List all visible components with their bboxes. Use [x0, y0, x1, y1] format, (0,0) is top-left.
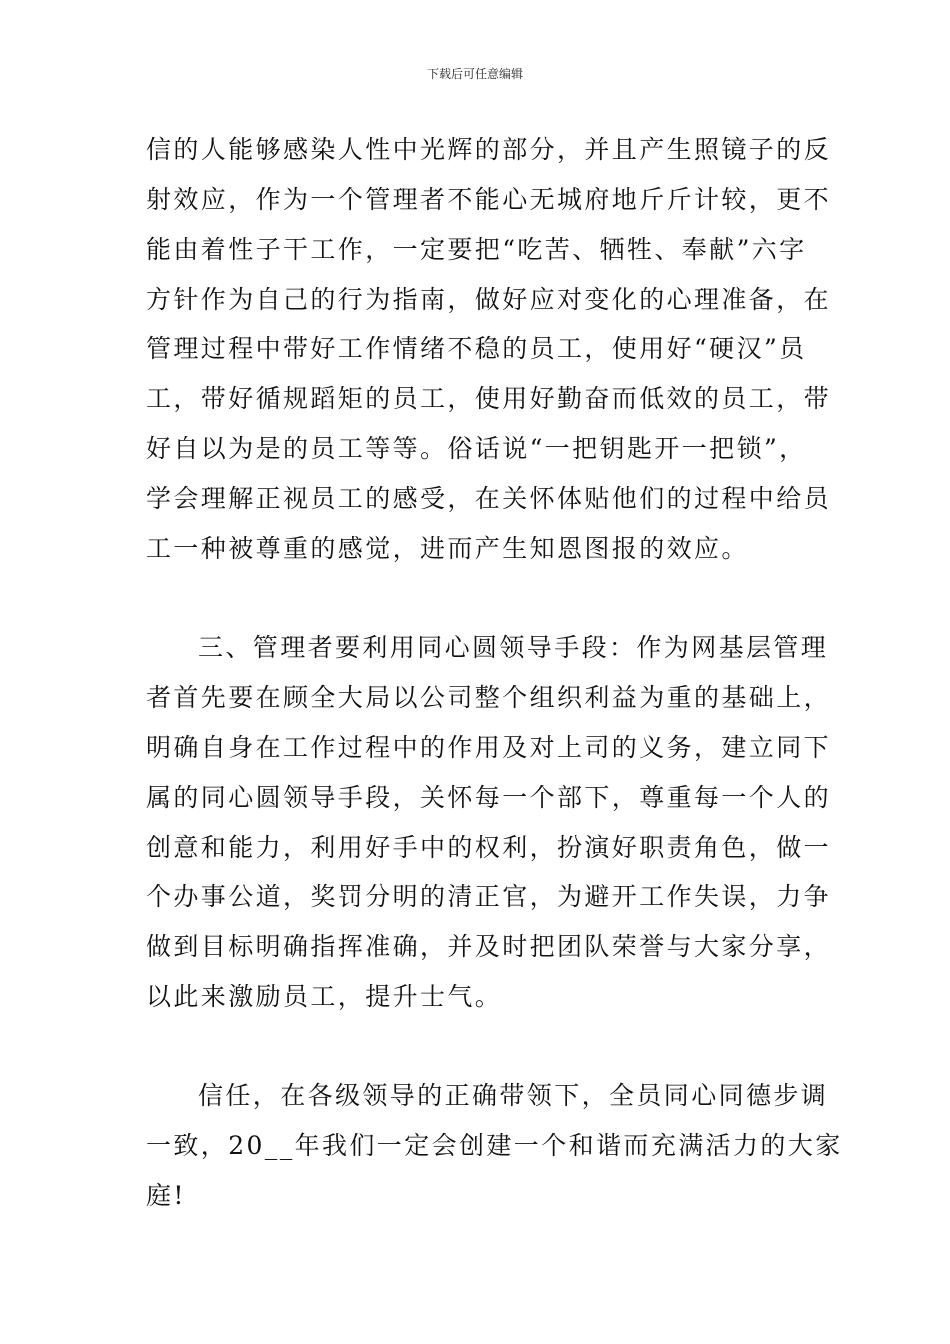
text-line: 管理过程中带好工作情绪不稳的员工，使用好“硬汉”员: [146, 334, 807, 363]
text-line: 能由着性子干工作，一定要把“吃苦、牺牲、奉献”六字: [146, 235, 807, 264]
text-line: 方针作为自己的行为指南，做好应对变化的心理准备，在: [146, 285, 832, 314]
text-line: 庭!: [146, 1181, 186, 1210]
text-line: 一致，20__年我们一定会创建一个和谐而充满活力的大家: [146, 1131, 843, 1160]
text-line: 信任，在各级领导的正确带领下，全员同心同德步调: [198, 1081, 829, 1110]
text-line: 者首先要在顾全大局以公司整个组织利益为重的基础上，: [146, 683, 832, 712]
text-line: 好自以为是的员工等等。俗话说“一把钥匙开一把锁”，: [146, 434, 807, 463]
text-line: 明确自身在工作过程中的作用及对上司的义务，建立同下: [146, 733, 832, 762]
header-note: 下载后可任意编辑: [426, 67, 523, 81]
text-line: 创意和能力，利用好手中的权利，扮演好职责角色，做一: [146, 833, 832, 862]
text-line: 工，带好循规蹈矩的员工，使用好勤奋而低效的员工，带: [146, 384, 832, 413]
text-line: 工一种被尊重的感觉，进而产生知恩图报的效应。: [146, 534, 749, 563]
text-line: 信的人能够感染人性中光辉的部分，并且产生照镜子的反: [146, 135, 832, 164]
text-line: 属的同心圆领导手段，关怀每一个部下，尊重每一个人的: [146, 783, 832, 812]
text-line: 射效应，作为一个管理者不能心无城府地斤斤计较，更不: [146, 185, 832, 214]
text-line: 做到目标明确指挥准确，并及时把团队荣誉与大家分享，: [146, 932, 832, 961]
text-line: 个办事公道，奖罚分明的清正官，为避开工作失误，力争: [146, 882, 832, 911]
text-line: 学会理解正视员工的感受，在关怀体贴他们的过程中给员: [146, 484, 832, 513]
text-line: 三、管理者要利用同心圆领导手段：作为网基层管理: [198, 633, 829, 662]
text-line: 以此来激励员工，提升士气。: [146, 982, 503, 1011]
